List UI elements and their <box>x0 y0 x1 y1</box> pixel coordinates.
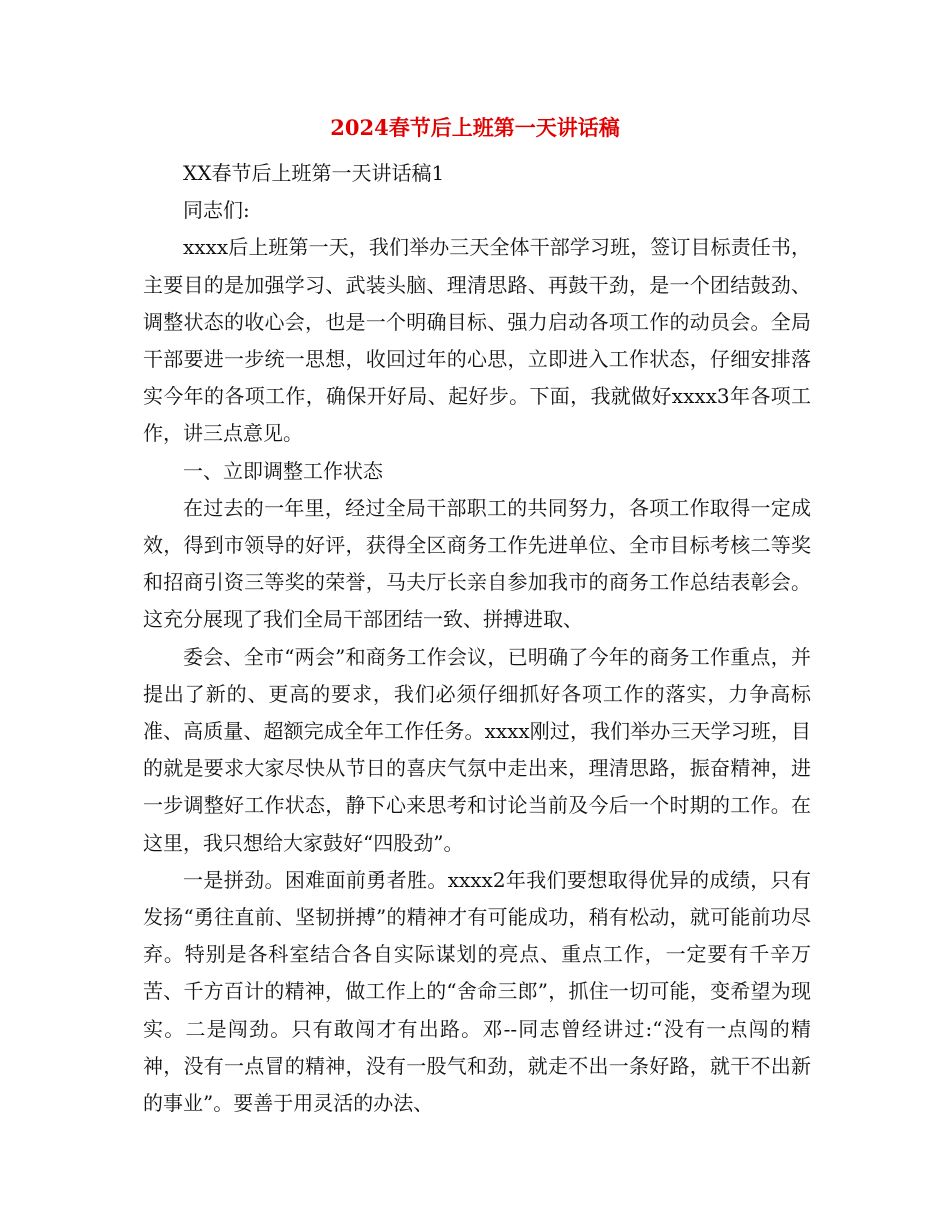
document-title: 2024春节后上班第一天讲话稿 <box>330 115 620 140</box>
body-paragraph: 一是拼劲。困难面前勇者胜。xxxx2年我们要想取得优异的成绩，只有发扬“勇往直前、坚韧拼搏”的精神才有可能成功，稍有松动，就可能前功尽弃。特别是各科室结合各自实际谋划的亮点、重点工作，一定要有千辛万苦、千方百计的精神，做工作上的“舍命三郎”，抓住一切可能，变希望为现实。二是闯劲。只有敢闯才有出路。邓--同志曾经讲过:“没有一点闯的精神，没有一点冒的精神，没有一股气和劲，就走不出一条好路，就干不出新的事业”。要善于用灵活的办法、 <box>143 867 811 1116</box>
body-paragraph: xxxx后上班第一天，我们举办三天全体干部学习班，签订目标责任书，主要目的是加强学习、武装头脑、理清思路、再鼓干劲，是一个团结鼓劲、调整状态的收心会，也是一个明确目标、强力启动各项工作的动员会。全局干部要进一步统一思想，收回过年的心思，立即进入工作状态，仔细安排落实今年的各项工作，确保开好局、起好步。下面，我就做好xxxx3年各项工作，讲三点意见。 <box>143 235 811 446</box>
section-heading: 一、立即调整工作状态 <box>183 458 383 483</box>
document-body <box>143 155 811 1122</box>
body-paragraph: 在过去的一年里，经过全局干部职工的共同努力，各项工作取得一定成效，得到市领导的好评，获得全区商务工作先进单位、全市目标考核二等奖和招商引资三等奖的荣誉，马夫厅长亲自参加我市的商务工作总结表彰会。这充分展现了我们全局干部团结一致、拼搏进取、 <box>143 495 811 632</box>
subtitle-paragraph: XX春节后上班第一天讲话稿1 <box>183 161 445 185</box>
salutation-paragraph: 同志们: <box>183 198 250 223</box>
body-paragraph: 委会、全市“两会”和商务工作会议，已明确了今年的商务工作重点，并提出了新的、更高的要求，我们必须仔细抓好各项工作的落实，力争高标准、高质量、超额完成全年工作任务。xxxx刚过，我们举办三天学习班，目的就是要求大家尽快从节日的喜庆气氛中走出来，理清思路，振奋精神，进一步调整好工作状态，静下心来思考和讨论当前及今后一个时期的工作。在这里，我只想给大家鼓好“四股劲”。 <box>143 644 811 855</box>
